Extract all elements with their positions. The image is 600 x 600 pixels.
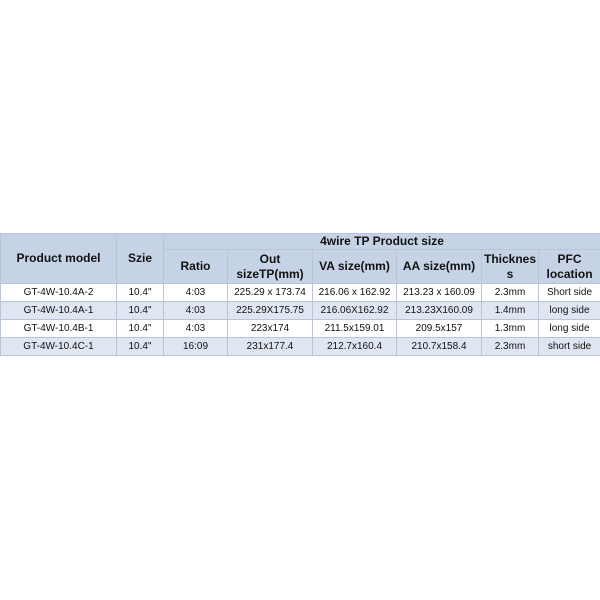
header-va-size-label: VA size(mm): [319, 259, 390, 273]
table-row: [1, 320, 600, 338]
header-out-size: [228, 250, 313, 284]
cell-size: 10.4": [117, 302, 164, 320]
header-product-model-label: Product model: [16, 251, 101, 265]
cell-va-size: 216.06 x 162.92: [313, 284, 397, 302]
cell-model: GT-4W-10.4B-1: [1, 320, 117, 338]
cell-pfc-location: long side: [539, 320, 600, 338]
cell-ratio: 4:03: [164, 320, 228, 338]
cell-out-size: 223x174: [228, 320, 313, 338]
header-size: [117, 234, 164, 284]
header-pfc-location: [539, 250, 600, 284]
cell-aa-size: 210.7x158.4: [397, 338, 482, 356]
table-row: [1, 338, 600, 356]
cell-thickness: 1.3mm: [482, 320, 539, 338]
cell-ratio: 4:03: [164, 302, 228, 320]
cell-thickness: 2.3mm: [482, 338, 539, 356]
cell-aa-size: 213.23X160.09: [397, 302, 482, 320]
header-aa-size-label: AA size(mm): [402, 259, 476, 273]
cell-aa-size: 213.23 x 160.09: [397, 284, 482, 302]
cell-pfc-location: short side: [539, 338, 600, 356]
cell-size: 10.4": [117, 338, 164, 356]
product-size-table: [0, 233, 600, 356]
cell-model: GT-4W-10.4C-1: [1, 338, 117, 356]
cell-model: GT-4W-10.4A-1: [1, 302, 117, 320]
header-ratio: [164, 250, 228, 284]
cell-out-size: 225.29 x 173.74: [228, 284, 313, 302]
header-pfc-line2: location: [546, 266, 593, 281]
cell-thickness: 2.3mm: [482, 284, 539, 302]
header-size-label: Szie: [127, 251, 152, 265]
header-aa-size: [397, 250, 482, 284]
cell-va-size: 212.7x160.4: [313, 338, 397, 356]
cell-size: 10.4": [117, 284, 164, 302]
header-va-size: [313, 250, 397, 284]
cell-pfc-location: Short side: [539, 284, 600, 302]
table-group-title: [164, 234, 600, 250]
cell-ratio: 16:09: [164, 338, 228, 356]
cell-out-size: 225.29X175.75: [228, 302, 313, 320]
cell-pfc-location: long side: [539, 302, 600, 320]
cell-ratio: 4:03: [164, 284, 228, 302]
cell-size: 10.4": [117, 320, 164, 338]
cell-out-size: 231x177.4: [228, 338, 313, 356]
cell-thickness: 1.4mm: [482, 302, 539, 320]
header-out-size-line2: sizeTP(mm): [236, 266, 304, 281]
table-row: [1, 284, 600, 302]
header-pfc-line1: PFC: [557, 251, 582, 266]
header-row-top: [1, 234, 600, 250]
cell-va-size: 211.5x159.01: [313, 320, 397, 338]
header-ratio-label: Ratio: [180, 259, 211, 273]
header-thickness-line2: s: [506, 266, 514, 281]
cell-va-size: 216.06X162.92: [313, 302, 397, 320]
header-thickness: [482, 250, 539, 284]
header-out-size-line1: Out: [259, 251, 281, 266]
cell-aa-size: 209.5x157: [397, 320, 482, 338]
header-product-model: [1, 234, 117, 284]
table-row: [1, 302, 600, 320]
cell-model: GT-4W-10.4A-2: [1, 284, 117, 302]
table-group-title-label: 4wire TP Product size: [320, 234, 444, 248]
header-thickness-line1: Thicknes: [483, 251, 537, 266]
